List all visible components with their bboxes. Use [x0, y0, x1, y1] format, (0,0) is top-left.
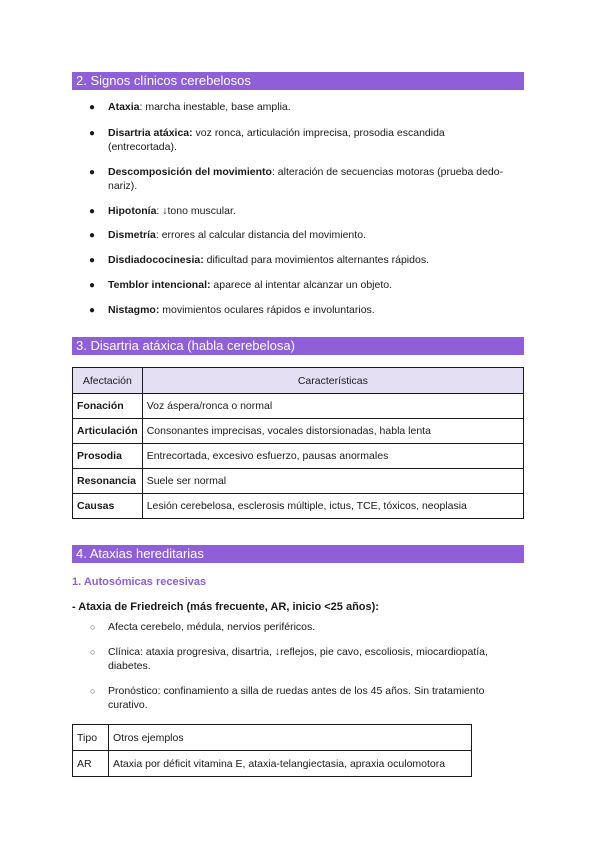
table-row: [73, 751, 472, 777]
ataxias-table: [72, 724, 472, 777]
table-cell: AR: [73, 751, 109, 777]
section-title-signos: 2. Signos clínicos cerebelosos: [72, 72, 524, 90]
table-cell: Ataxia por déficit vitamina E, ataxia-telangiectasia, apraxia oculomotora: [109, 751, 472, 777]
table-cell: Suele ser normal: [142, 469, 523, 494]
item-heading: - Ataxia de Friedreich (más frecuente, AR, inicio <25 años):: [72, 601, 379, 613]
table-cell: Lesión cerebelosa, esclerosis múltiple, ictus, TCE, tóxicos, neoplasia: [142, 494, 523, 519]
section-title-disartria: 3. Disartria atáxica (habla cerebelosa): [72, 337, 524, 355]
table-cell-key: Fonación: [73, 394, 143, 419]
document-page: 2. Signos clínicos cerebelosos ● Ataxia: marcha inestable, base amplia. ● Disartria atáxica: voz ronca, articulación imprecisa, prosodia escandida (entrecortada). ● Descomposición del movimiento: alteración de secuencias motoras (prueba dedo-nariz). ● Hipotonía: ↓tono muscular. ● Dismetría: errores al calcular distancia del movimiento. ● Disdiadococinesia: dificultad para movimientos alternantes rápidos. ● Temblor intencional: aparece al intentar alcanzar un objeto. ● Nistagmo: movimientos oculares rápidos e involuntarios. 3. Disartria atáxica (habla cerebelosa) Afectación Características Fonación Voz áspera/ronca o normal Articulación Consonantes imprecisas, vocales distorsionadas, habla lenta Prosodia Entrecortada, excesivo esfuerzo, pausas anormales Resonancia Suele ser normal Causas Lesión cerebelosa, esclerosis múltiple, ictus, TCE, tóxicos, neoplasia 4. Ataxias hereditarias 1. Autosómicas recesivas - Ataxia de Friedreich (más frecuente, AR, inicio <25 años): ○ Afecta cerebelo, médula, nervios periféricos. ○ Clínica: ataxia progresiva, disartria, ↓reflejos, pie cavo, escoliosis, miocardiopatía, diabetes. ○ Pronóstico: confinamiento a silla de ruedas antes de los 45 años. Sin tratamiento curativo. Tipo Otros ejemplos AR Ataxia por déficit vitamina E, ataxia-telangiectasia, apraxia oculomotora: [0, 0, 600, 848]
table-header-cell: Otros ejemplos: [109, 725, 472, 751]
table-header-row: [73, 368, 524, 394]
table-row: [73, 444, 524, 469]
table-row: [73, 469, 524, 494]
table-header-cell: Afectación: [73, 368, 143, 394]
table-row: [73, 725, 472, 751]
table-cell: Entrecortada, excesivo esfuerzo, pausas anormales: [142, 444, 523, 469]
table-cell: Voz áspera/ronca o normal: [142, 394, 523, 419]
table-row: [73, 394, 524, 419]
disartria-table: [72, 367, 524, 519]
table-row: [73, 419, 524, 444]
table-cell-key: Articulación: [73, 419, 143, 444]
table-cell-key: Causas: [73, 494, 143, 519]
table-cell-key: Prosodia: [73, 444, 143, 469]
table-cell: Consonantes imprecisas, vocales distorsionadas, habla lenta: [142, 419, 523, 444]
table-row: [73, 494, 524, 519]
section-title-ataxias: 4. Ataxias hereditarias: [72, 545, 524, 563]
table-header-cell: Características: [142, 368, 523, 394]
subsection-title: 1. Autosómicas recesivas: [72, 576, 207, 588]
table-cell-key: Resonancia: [73, 469, 143, 494]
table-header-cell: Tipo: [73, 725, 109, 751]
